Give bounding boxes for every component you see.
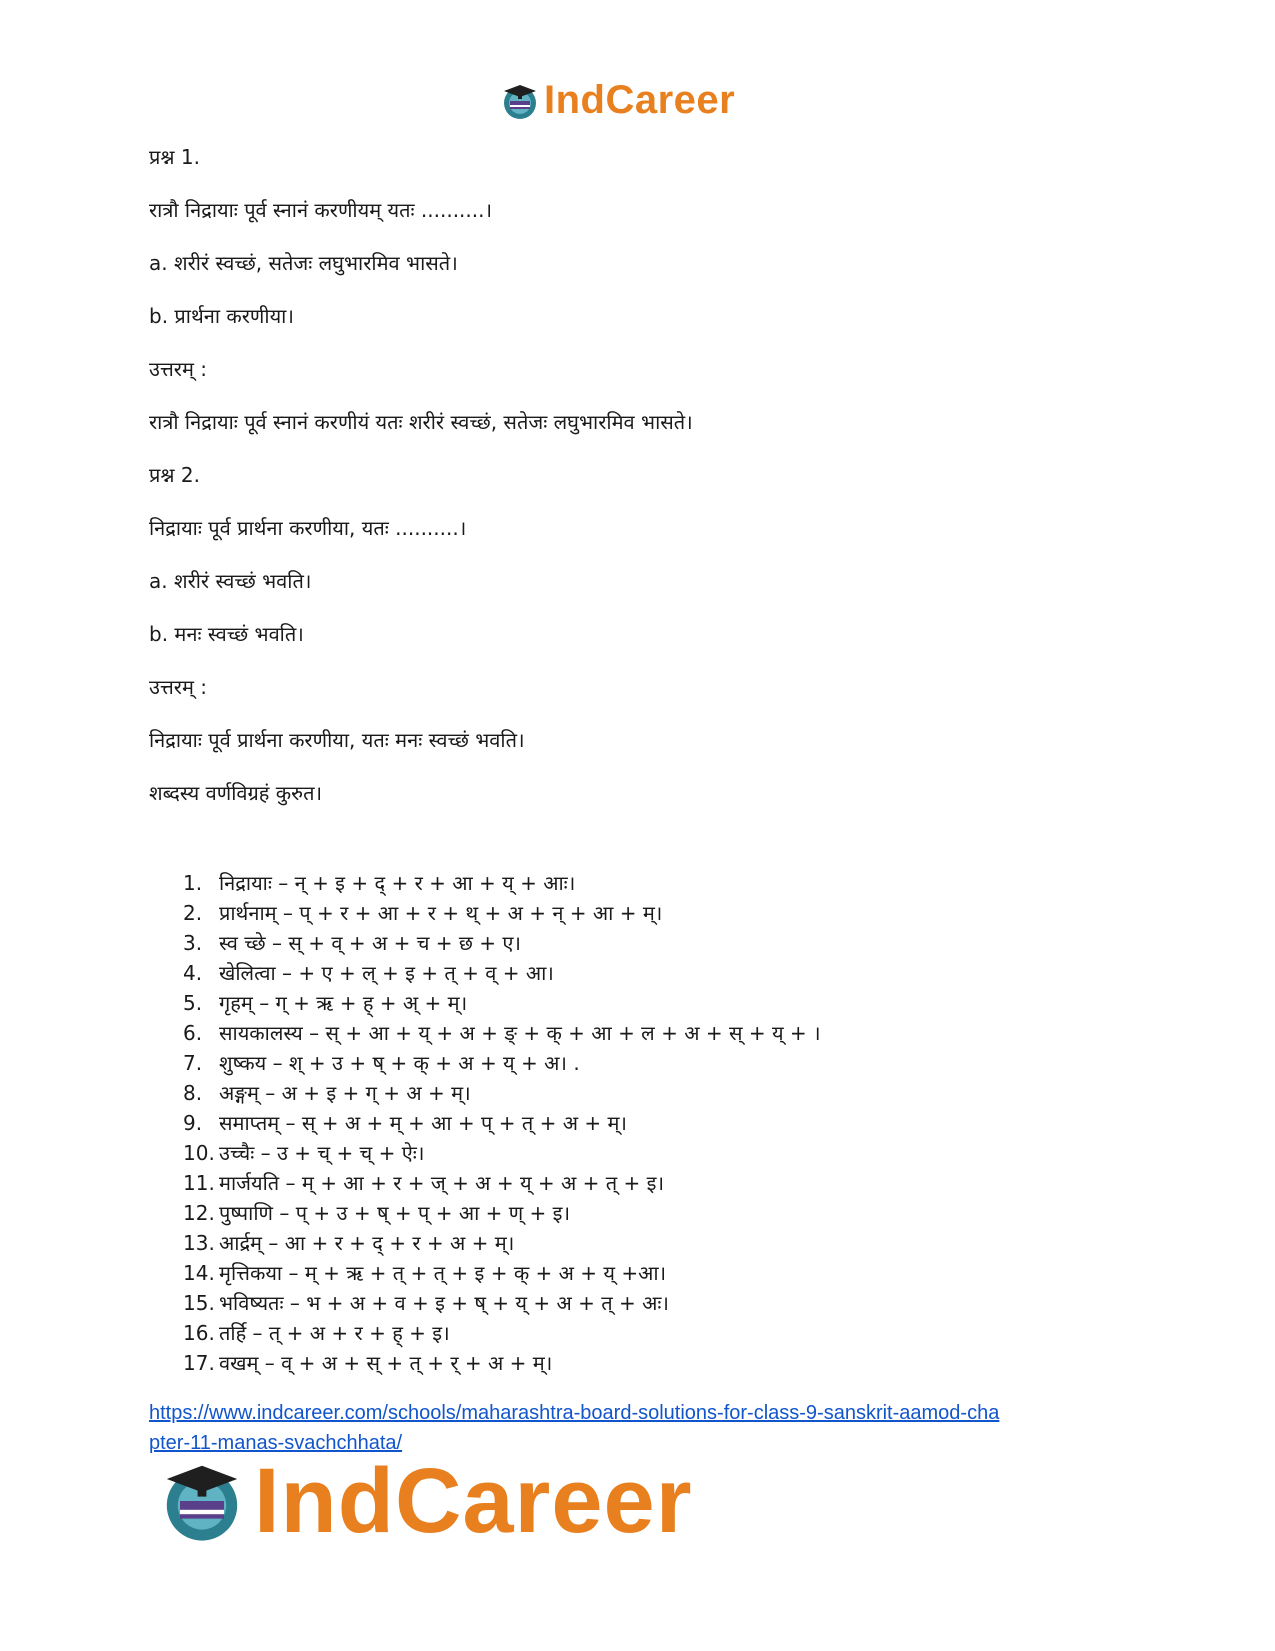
brand-name: IndCareer bbox=[544, 78, 736, 122]
list-item: 2. प्रार्थनाम् – प् + र + आ + र + थ् + अ + न् + आ + म्। bbox=[183, 901, 663, 925]
question-2-answer-label: उत्तरम् : bbox=[149, 675, 208, 699]
graduation-globe-icon bbox=[500, 81, 540, 121]
list-item: 5. गृहम् – ग् + ऋ + ह् + अ् + म्। bbox=[183, 991, 468, 1015]
list-item: 14. मृत्तिकया – म् + ऋ + त् + त् + इ + क् + अ + य् +आ। bbox=[183, 1261, 667, 1285]
list-item: 3. स्व च्छे – स् + व् + अ + च + छ + ए। bbox=[183, 931, 521, 955]
question-2-heading: प्रश्न 2. bbox=[149, 463, 200, 487]
syllable-split-list bbox=[183, 868, 821, 1378]
question-1-heading: प्रश्न 1. bbox=[149, 145, 200, 169]
list-item: 16. तर्हि – त् + अ + र + ह् + इ। bbox=[183, 1321, 450, 1345]
source-link[interactable] bbox=[149, 1398, 1129, 1458]
question-2-prompt: निद्रायाः पूर्व प्रार्थना करणीया, यतः ..........। bbox=[149, 516, 467, 540]
list-item: 12. पुष्पाणि – प् + उ + ष् + प् + आ + ण् + इ। bbox=[183, 1201, 571, 1225]
question-1-prompt: रात्रौ निद्रायाः पूर्व स्नानं करणीयम् यतः ..........। bbox=[149, 198, 493, 222]
brand-logo-top[interactable] bbox=[500, 78, 735, 123]
graduation-globe-icon bbox=[158, 1457, 246, 1545]
question-1-answer-label: उत्तरम् : bbox=[149, 357, 208, 381]
list-item: 8. अङ्गम् – अ + इ + ग् + अ + म्। bbox=[183, 1081, 471, 1105]
question-1-answer: रात्रौ निद्रायाः पूर्व स्नानं करणीयं यतः शरीरं स्वच्छं, सतेजः लघुभारमिव भासते। bbox=[149, 410, 693, 434]
list-item: 11. मार्जयति – म् + आ + र + ज् + अ + य् + अ + त् + इ। bbox=[183, 1171, 665, 1195]
question-2-answer: निद्रायाः पूर्व प्रार्थना करणीया, यतः मनः स्वच्छं भवति। bbox=[149, 728, 525, 752]
question-2-option-a: a. शरीरं स्वच्छं भवति। bbox=[149, 569, 312, 593]
brand-name: IndCareer bbox=[254, 1450, 693, 1552]
list-item: 15. भविष्यतः – भ + अ + व + इ + ष् + य् + अ + त् + अः। bbox=[183, 1291, 670, 1315]
question-1-option-a: a. शरीरं स्वच्छं, सतेजः लघुभारमिव भासते। bbox=[149, 251, 458, 275]
question-1-option-b: b. प्रार्थना करणीया। bbox=[149, 304, 294, 328]
source-link-line-1[interactable]: https://www.indcareer.com/schools/maharashtra-board-solutions-for-class-9-sanskrit-aamod-cha bbox=[149, 1402, 1000, 1424]
list-item: 7. शुष्कय – श् + उ + ष् + क् + अ + य् + अ। . bbox=[183, 1051, 580, 1075]
list-item: 9. समाप्तम् – स् + अ + म् + आ + प् + त् + अ + म्। bbox=[183, 1111, 627, 1135]
brand-logo-bottom[interactable] bbox=[158, 1450, 693, 1552]
list-item: 10. उच्चैः – उ + च् + च् + ऐः। bbox=[183, 1141, 425, 1165]
list-item: 17. वखम् – व् + अ + स् + त् + र् + अ + म्। bbox=[183, 1351, 553, 1375]
list-item: 6. सायकालस्य – स् + आ + य् + अ + ङ् + क् + आ + ल + अ + स् + य् + । bbox=[183, 1021, 821, 1045]
list-item: 13. आर्द्रम् – आ + र + द् + र + अ + म्। bbox=[183, 1231, 515, 1255]
source-link-line-2[interactable]: pter-11-manas-svachchhata/ bbox=[149, 1432, 403, 1454]
list-item: 1. निद्रायाः – न् + इ + द् + र + आ + य् + आः। bbox=[183, 871, 576, 895]
question-2-option-b: b. मनः स्वच्छं भवति। bbox=[149, 622, 304, 646]
section-heading: शब्दस्य वर्णविग्रहं कुरुत। bbox=[149, 781, 323, 805]
list-item: 4. खेलित्वा – + ए + ल् + इ + त् + व् + आ। bbox=[183, 961, 554, 985]
